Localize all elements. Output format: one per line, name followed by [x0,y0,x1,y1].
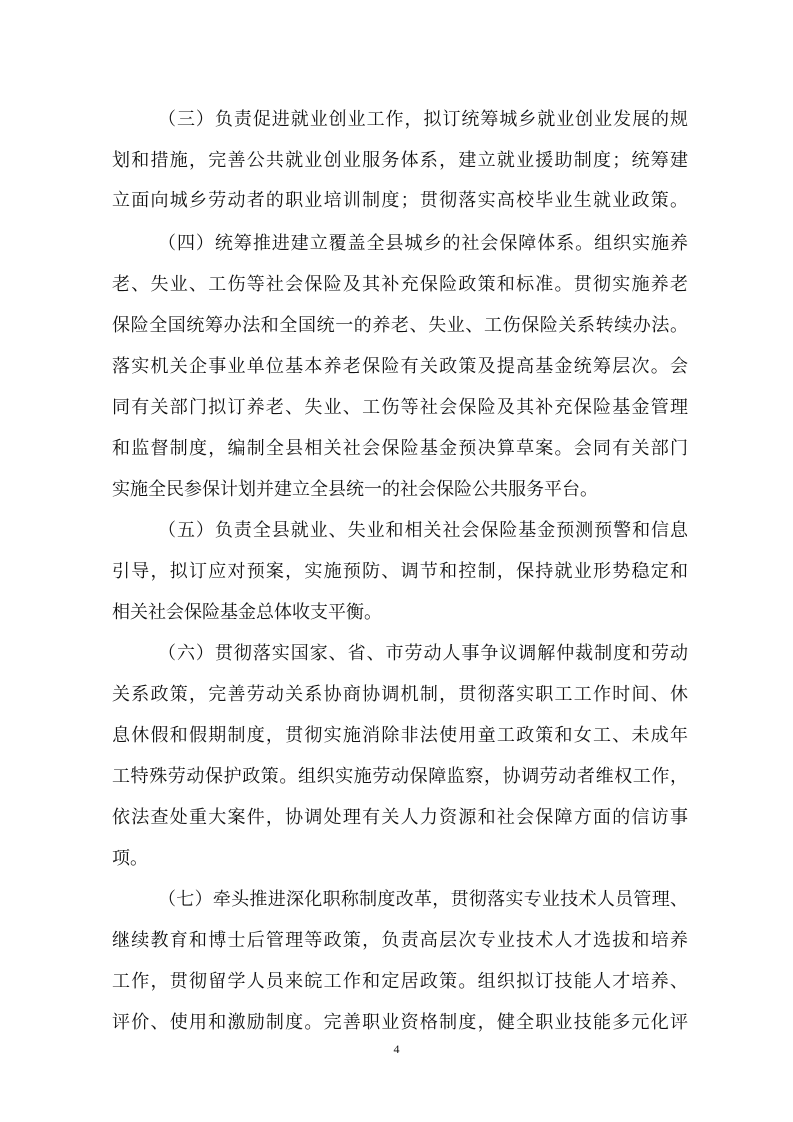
text-line: 工作，贯彻留学人员来皖工作和定居政策。组织拟订技能人才培养、 [112,971,688,992]
text-line: （四）统筹推进建立覆盖全县城乡的社会保障体系。组织实施养 [158,233,688,254]
text-line: 依法查处重大案件，协调处理有关人力资源和社会保障方面的信访事 [112,807,688,828]
text-line: 划和措施，完善公共就业创业服务体系，建立就业援助制度；统筹建 [112,150,688,171]
text-line: 息休假和假期制度，贯彻实施消除非法使用童工政策和女工、未成年 [112,725,688,746]
text-line: 引导，拟订应对预案，实施预防、调节和控制，保持就业形势稳定和 [112,561,688,582]
page-number: 4 [393,1042,400,1056]
text-line: 项。 [112,848,148,869]
text-line: 实施全民参保计划并建立全县统一的社会保险公共服务平台。 [112,479,598,500]
text-line: 评价、使用和激励制度。完善职业资格制度，健全职业技能多元化评 [112,1012,688,1033]
text-line: 和监督制度，编制全县相关社会保险基金预决算草案。会同有关部门 [112,438,688,459]
text-line: 同有关部门拟订养老、失业、工伤等社会保险及其补充保险基金管理 [112,397,688,418]
text-line: 立面向城乡劳动者的职业培训制度；贯彻落实高校毕业生就业政策。 [112,190,688,211]
text-line: 关系政策，完善劳动关系协商协调机制，贯彻落实职工工作时间、休 [112,684,688,705]
text-line: 继续教育和博士后管理等政策，负责高层次专业技术人才选拔和培养 [112,930,688,951]
text-line: 保险全国统筹办法和全国统一的养老、失业、工伤保险关系转续办法。 [112,315,688,336]
text-line: 落实机关企事业单位基本养老保险有关政策及提高基金统筹层次。会 [112,356,688,377]
text-line: 老、失业、工伤等社会保险及其补充保险政策和标准。贯彻实施养老 [112,274,688,295]
text-line: （三）负责促进就业创业工作，拟订统筹城乡就业创业发展的规 [158,109,688,130]
text-line: （七）牵头推进深化职称制度改革，贯彻落实专业技术人员管理、 [158,889,688,910]
text-line: 相关社会保险基金总体收支平衡。 [112,602,382,623]
text-line: （五）负责全县就业、失业和相关社会保险基金预测预警和信息 [158,520,688,541]
text-line: （六）贯彻落实国家、省、市劳动人事争议调解仲裁制度和劳动 [158,643,688,664]
text-line: 工特殊劳动保护政策。组织实施劳动保障监察，协调劳动者维权工作， [112,766,688,787]
